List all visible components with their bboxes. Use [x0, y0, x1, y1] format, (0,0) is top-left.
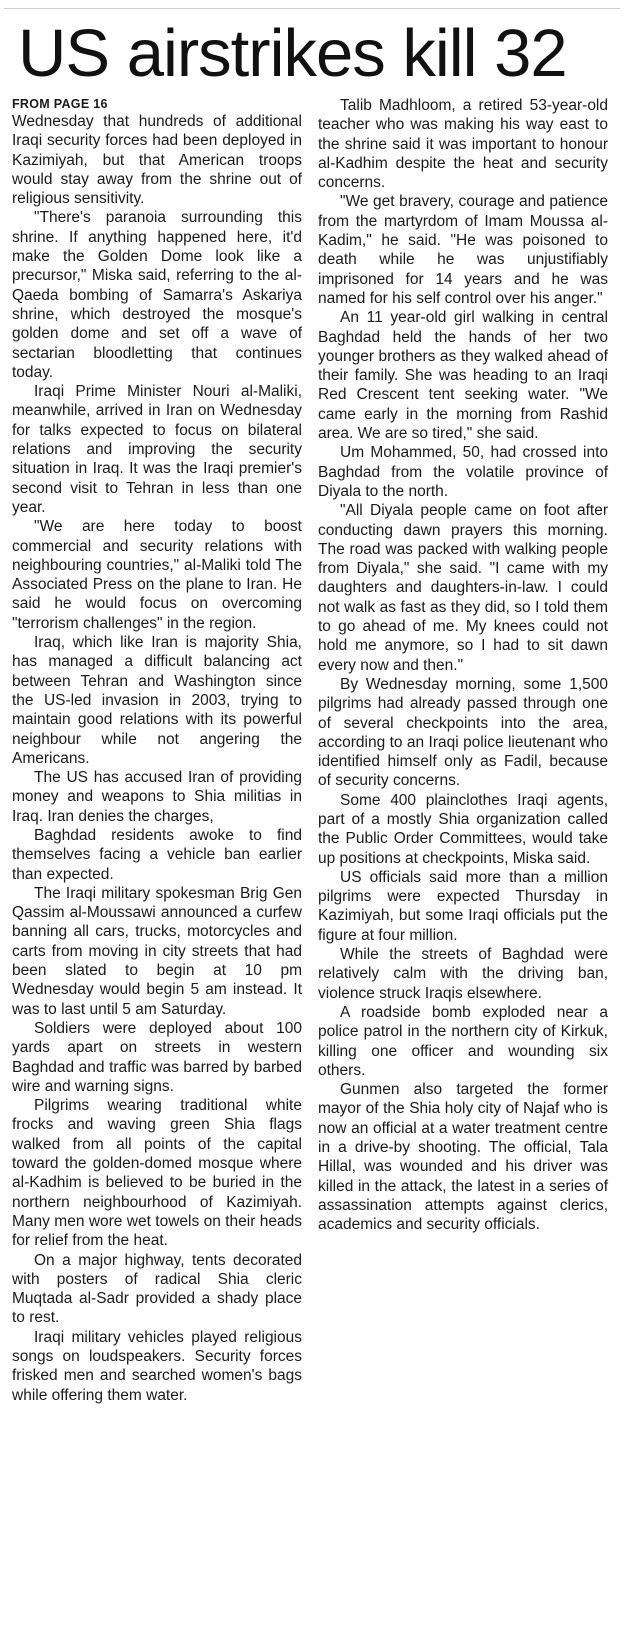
article-body: [12, 96, 608, 1405]
paragraph: "All Diyala people came on foot after conducting dawn prayers this morning. The road was packed with walking people from Diyala," she said. "I came with my daughters and daughters-in-law. I could not walk as fast as they did, so I told them to go ahead of me. My knees could not hold me anymore, so I had to sit dawn every now and then.": [318, 502, 608, 674]
paragraph: Talib Madhloom, a retired 53-year-old teacher who was making his way east to the shrine said it was important to honour al-Kadhim despite the heat and security concerns.: [318, 97, 608, 192]
paragraph: US officials said more than a million pilgrims were expected Thursday in Kazimiyah, but some Iraqi officials put the figure at four million.: [318, 868, 608, 944]
paragraph: "There's paranoia surrounding this shrine. If anything happened here, it'd make the Golden Dome look like a precursor," Miska said, referring to the al-Qaeda bombing of Samarra's Askariya shrine, which destroyed the mosque's golden dome and set off a wave of sectarian bloodletting that continues today.: [12, 209, 302, 381]
paragraph: The Iraqi military spokesman Brig Gen Qassim al-Moussawi announced a curfew banning all cars, trucks, motorcycles and carts from moving in city streets that had been slated to begin at 10 pm Wednesday would begin 5 am instead. It was to last until 5 am Saturday.: [12, 884, 302, 1018]
jump-label: FROM PAGE 16: [12, 97, 108, 111]
paragraph: While the streets of Baghdad were relatively calm with the driving ban, violence struck Iraqis elsewhere.: [318, 946, 608, 1002]
paragraph: Some 400 plainclothes Iraqi agents, part of a mostly Shia organization called the Public Order Committees, would take up positions at checkpoints, Miska said.: [318, 791, 608, 867]
paragraph: On a major highway, tents decorated with posters of radical Shia cleric Muqtada al-Sadr provided a shady place to rest.: [12, 1251, 302, 1327]
paragraph: Um Mohammed, 50, had crossed into Baghdad from the volatile province of Diyala to the north.: [318, 444, 608, 500]
paragraph: An 11 year-old girl walking in central Baghdad held the hands of her two younger brothers as they walked ahead of their family. She was heading to an Iraqi Red Crescent tent seeking water. "We came early in the morning from Rashid area. We are so tired," she said.: [318, 309, 608, 443]
paragraph: Wednesday that hundreds of additional Iraqi security forces had been deployed in Kazimiyah, but that American troops would stay away from the shrine out of religious sensitivity.: [12, 113, 302, 208]
paragraph: Pilgrims wearing traditional white frocks and waving green Shia flags walked from all points of the capital toward the golden-domed mosque where al-Kadhim is believed to be buried in the northern neighbourhood of Kazimiyah. Many men wore wet towels on their heads for relief from the heat.: [12, 1097, 302, 1250]
paragraph: "We are here today to boost commercial and security relations with neighbouring countries," al-Maliki told The Associated Press on the plane to Iran. He said he would focus on overcoming "terrorism challenges" in the region.: [12, 518, 302, 632]
headline: US airstrikes kill 32: [18, 16, 567, 91]
paragraph: The US has accused Iran of providing money and weapons to Shia militias in Iraq. Iran denies the charges,: [12, 769, 302, 825]
paragraph: Iraq, which like Iran is majority Shia, has managed a difficult balancing act between Tehran and Washington since the US-led invasion in 2003, trying to maintain good relations with its powerful neighbour while not angering the Americans.: [12, 634, 302, 767]
paragraph: A roadside bomb exploded near a police patrol in the northern city of Kirkuk, killing one officer and wounding six others.: [318, 1003, 608, 1079]
paragraph: Iraqi military vehicles played religious songs on loudspeakers. Security forces frisked men and searched women's bags while offering them water.: [12, 1328, 302, 1404]
paragraph: Iraqi Prime Minister Nouri al-Maliki, meanwhile, arrived in Iran on Wednesday for talks expected to focus on bilateral relations and improving the security situation in Iraq. It was the Iraqi premier's second visit to Tehran in less than one year.: [12, 383, 302, 516]
paragraph: Soldiers were deployed about 100 yards apart on streets in western Baghdad and traffic was barred by barbed wire and warning signs.: [12, 1019, 302, 1095]
paragraph: By Wednesday morning, some 1,500 pilgrims had already passed through one of several checkpoints into the area, according to an Iraqi police lieutenant who identified himself only as Fadil, because of security concerns.: [318, 675, 608, 790]
paragraph: Baghdad residents awoke to find themselves facing a vehicle ban earlier than expected.: [12, 826, 302, 883]
paragraph: "We get bravery, courage and patience from the martyrdom of Imam Moussa al-Kadim," he said. "He was poisoned to death while he was unjustifiably imprisoned for 14 years and he was named for his self control over his anger.": [318, 193, 608, 307]
right-column: [318, 96, 608, 1405]
left-column: [12, 96, 302, 1405]
top-rule: [4, 8, 620, 9]
paragraph: Gunmen also targeted the former mayor of the Shia holy city of Najaf who is now an official at a water treatment centre in a drive-by shooting. The official, Tala Hillal, was wounded and his driver was killed in the attack, the latest in a series of assassination attempts against clerics, academics and security officials.: [318, 1081, 608, 1234]
